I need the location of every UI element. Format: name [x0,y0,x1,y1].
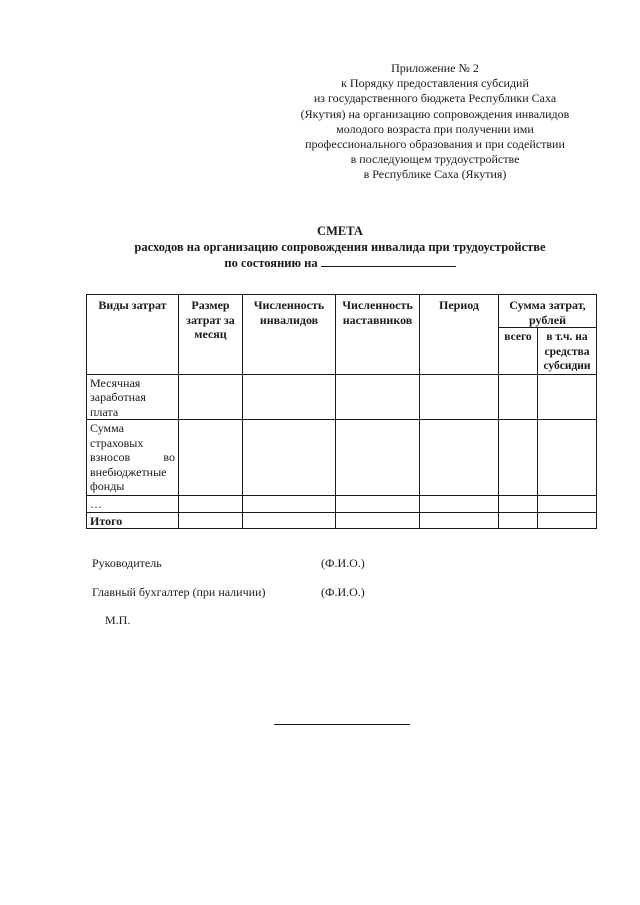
table-cell [499,374,538,420]
table-cell [499,512,538,529]
footer-separator-line [274,724,410,725]
table-cell [243,512,336,529]
table-cell [420,420,499,496]
table-row [87,496,597,513]
label-line: Сумма [90,421,124,435]
date-blank-line [321,255,456,267]
appendix-line: молодого возраста при получении ими [336,121,534,136]
appendix-line: к Порядку предоставления субсидий [341,76,529,91]
label-line: фонды [90,479,125,493]
header-total-all: всего [499,328,538,375]
label-line-justified [90,450,175,465]
document-title [0,224,640,272]
appendix-reference [280,61,590,183]
head-signature-name: (Ф.И.О.) [321,556,365,570]
accountant-signature-label: Главный бухгалтер (при наличии) [92,585,266,599]
header-total-subsidy: в т.ч. на средства субсидии [538,328,597,375]
as-of-label: по состоянию на [224,256,318,270]
head-signature-label: Руководитель [92,556,162,570]
header-period: Период [420,295,499,375]
title-subheading: расходов на организацию сопровождения инвалида при трудоустройстве [134,239,546,254]
row-label-salary: Месячная заработная плата [87,374,179,420]
table-cell [538,374,597,420]
appendix-line: в Республике Саха (Якутия) [363,167,507,182]
appendix-line: из государственного бюджета Республики Саха [313,91,557,106]
table-cell [538,496,597,513]
label-line: внебюджетные [90,464,167,479]
table-cell [179,496,243,513]
table-header-row [87,295,597,328]
appendix-line: Приложение № 2 [391,61,479,75]
row-label-total: Итого [87,512,179,529]
appendix-line: в последующем трудоустройстве [350,152,520,167]
appendix-line: профессионального образования и при содействии [305,137,565,152]
stamp-place: М.П. [105,613,131,627]
table-row [87,512,597,529]
table-cell [499,496,538,513]
table-cell [179,374,243,420]
header-expense-type: Виды затрат [87,295,179,375]
table-cell [243,496,336,513]
table-cell [420,512,499,529]
table-cell [336,512,420,529]
header-disabled-count: Численность инвалидов [243,295,336,375]
title-as-of [0,255,640,272]
table-cell [179,420,243,496]
table-cell [336,496,420,513]
table-cell [499,420,538,496]
table-cell [538,512,597,529]
table-cell [179,512,243,529]
label-line: страховых [90,435,144,450]
appendix-line: (Якутия) на организацию сопровождения инвалидов [300,106,570,121]
table-row [87,374,597,420]
table-cell [336,420,420,496]
header-total-cost: Сумма затрат, рублей [499,295,597,328]
table-cell [336,374,420,420]
header-monthly-amount: Размер затрат за месяц [179,295,243,375]
label-word: взносов [90,450,131,464]
table-cell [243,374,336,420]
table-cell [538,420,597,496]
label-word: во [163,450,175,464]
header-mentor-count: Численность наставников [336,295,420,375]
table-row [87,420,597,496]
table-cell [420,496,499,513]
table-cell [420,374,499,420]
title-heading: СМЕТА [317,224,363,238]
table-cell [243,420,336,496]
estimate-table [86,294,597,529]
row-label-insurance [87,420,179,496]
row-label-ellipsis: … [87,496,179,513]
accountant-signature-name: (Ф.И.О.) [321,585,365,599]
